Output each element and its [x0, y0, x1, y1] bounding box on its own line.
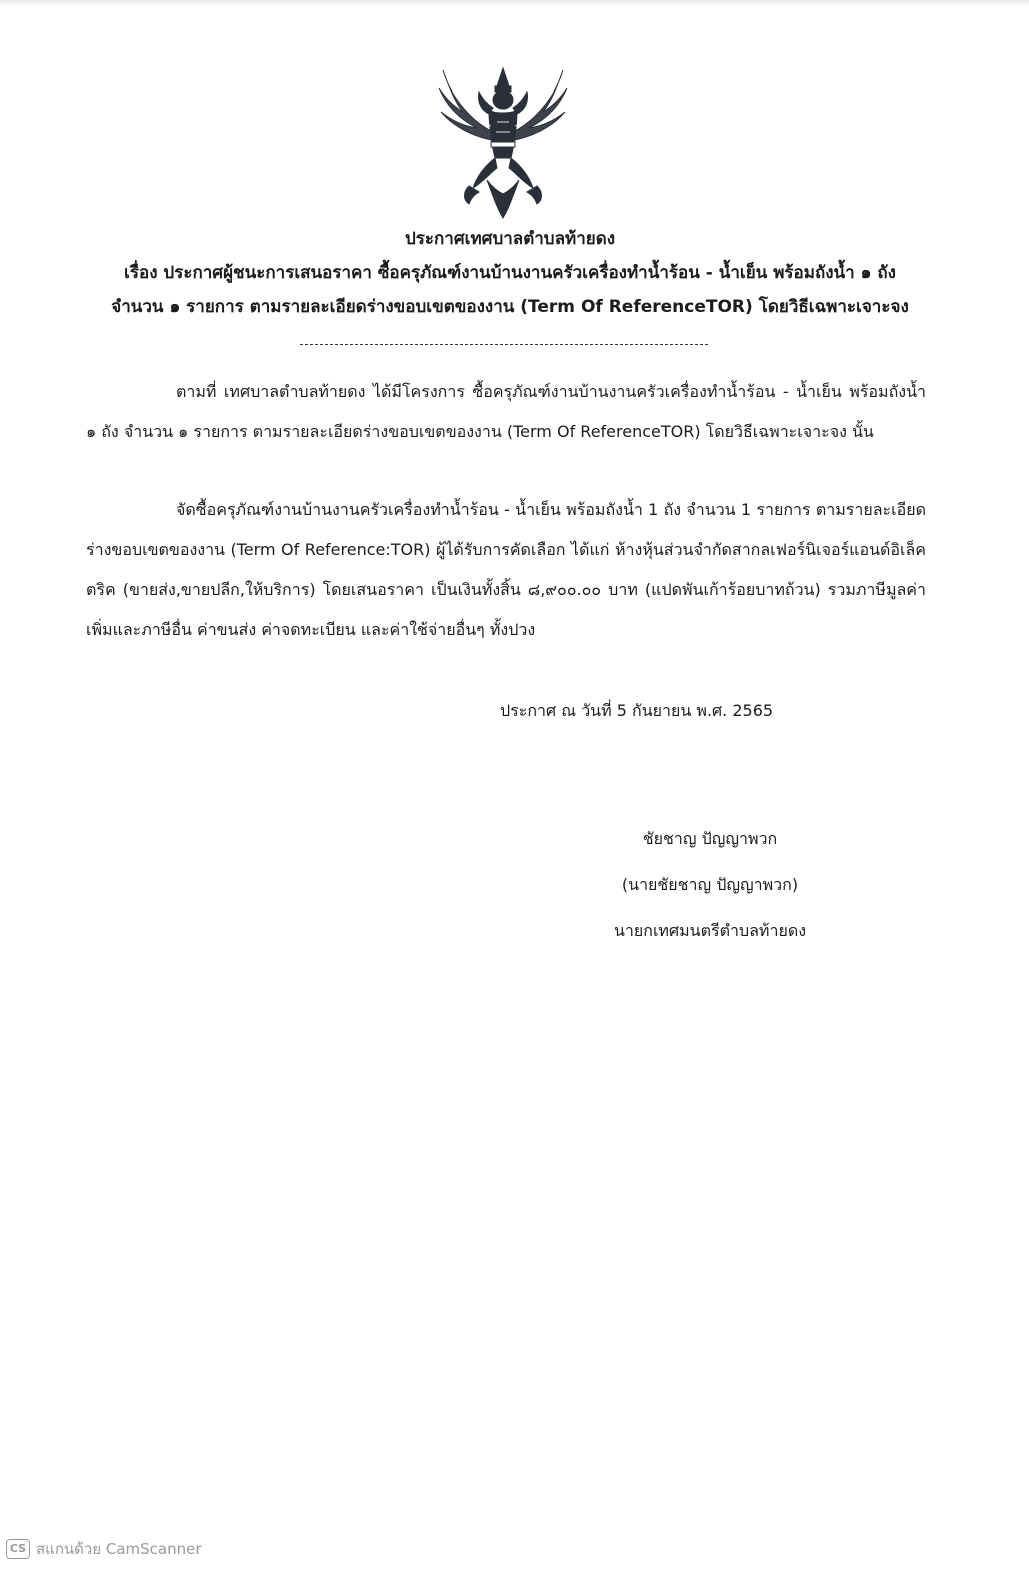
signer-full-name: (นายชัยชาญ ปัญญาพวก): [621, 875, 799, 894]
signer-position: นายกเทศมนตรีตำบลท้ายดง: [613, 921, 807, 940]
body-paragraph-2: จัดซื้อครุภัณฑ์งานบ้านงานครัวเครื่องทำน้ำร้อน - น้ำเย็น พร้อมถังน้ำ 1 ถัง จำนวน 1 รายการ ตามรายละเอียดร่างขอบเขตของงาน (Term Of Reference:TOR) ผู้ได้รับการคัดเลือก ได้แก่ ห้างหุ้นส่วนจำกัดสากลเฟอร์นิเจอร์แอนด์อิเล็คตริค (ขายส่ง,ขายปลีก,ให้บริการ) โดยเสนอราคา เป็นเงินทั้งสิ้น ๘,๙๐๐.๐๐ บาท (แปดพันเก้าร้อยบาทถ้วน) รวมภาษีมูลค่าเพิ่มและภาษีอื่น ค่าขนส่ง ค่าจดทะเบียน และค่าใช้จ่ายอื่นๆ ทั้งปวง: [86, 500, 926, 639]
announcement-title: ประกาศเทศบาลตำบลท้ายดง: [404, 229, 616, 249]
body-paragraph-1: ตามที่ เทศบาลตำบลท้ายดง ได้มีโครงการ ซื้อครุภัณฑ์งานบ้านงานครัวเครื่องทำน้ำร้อน - น้ำเย็น พร้อมถังน้ำ ๑ ถัง จำนวน ๑ รายการ ตามรายละเอียดร่างขอบเขตของงาน (Term Of ReferenceTOR) โดยวิธีเฉพาะเจาะจง นั้น: [86, 382, 926, 441]
announcement-subject-line-1: เรื่อง ประกาศผู้ชนะการเสนอราคา ซื้อครุภัณฑ์งานบ้านงานครัวเครื่องทำน้ำร้อน - น้ำเย็น พร้อมถังน้ำ ๑ ถัง: [124, 263, 896, 283]
signature-block: [560, 816, 860, 954]
garuda-emblem-icon: [433, 62, 573, 222]
dashed-divider: [300, 344, 708, 345]
camscanner-logo-icon: CS: [6, 1539, 30, 1559]
signed-name: ชัยชาญ ปัญญาพวก: [642, 829, 778, 848]
announcement-subject-line-2: จำนวน ๑ รายการ ตามรายละเอียดร่างขอบเขตของงาน (Term Of ReferenceTOR) โดยวิธีเฉพาะเจาะจง: [111, 297, 909, 317]
camscanner-watermark: [6, 1536, 202, 1562]
watermark-text: สแกนด้วย CamScanner: [36, 1540, 202, 1558]
announcement-header: [60, 222, 960, 324]
announcement-date: ประกาศ ณ วันที่ 5 กันยายน พ.ศ. 2565: [500, 701, 774, 720]
scan-edge: [0, 0, 1029, 6]
